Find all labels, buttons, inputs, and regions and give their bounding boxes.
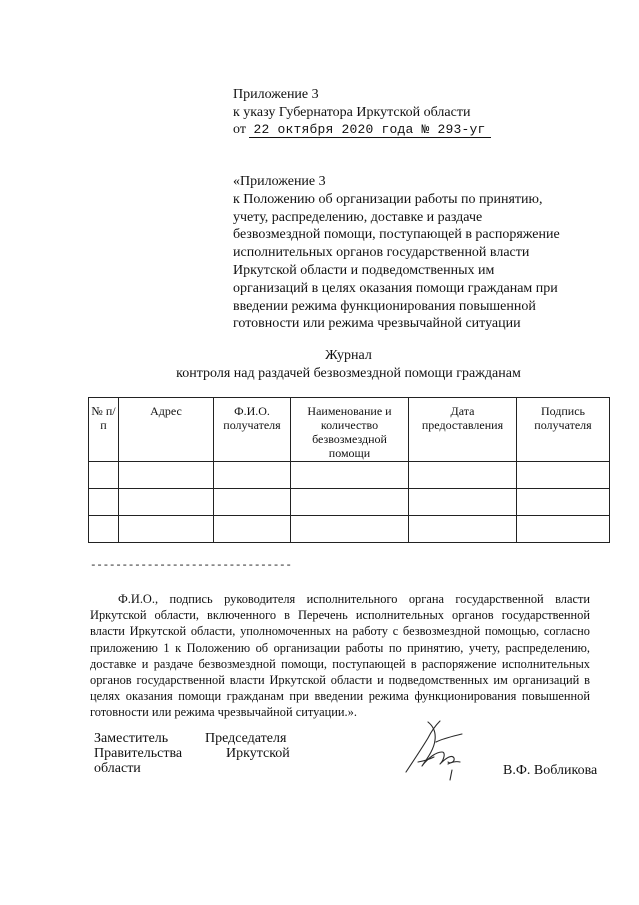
table-cell	[517, 462, 610, 489]
signatory-name: В.Ф. Вобликова	[503, 763, 598, 778]
table-row	[89, 489, 610, 516]
signatory-position-line: области	[94, 761, 141, 776]
handwritten-signature	[400, 712, 482, 784]
table-cell	[517, 516, 610, 543]
attachment-line: Иркутской области и подведомственных им	[233, 262, 495, 278]
attachment-line: введении режима функционирования повышенной	[233, 298, 536, 314]
signatory-position-col1	[94, 731, 182, 776]
table-cell	[291, 516, 409, 543]
journal-title: Журнал	[325, 348, 372, 363]
attachment-line: исполнительных органов государственной власти	[233, 245, 530, 261]
col-header-address: Адрес	[119, 398, 214, 462]
col-header-signature: Подпись получателя	[517, 398, 610, 462]
attachment-line: учету, распределению, доставке и раздаче	[233, 209, 483, 225]
table-cell	[89, 462, 119, 489]
table-cell	[89, 516, 119, 543]
col-header-recipient-name: Ф.И.О. получателя	[214, 398, 291, 462]
appendix-reference: к указу Губернатора Иркутской области	[233, 105, 471, 120]
table-row	[89, 462, 610, 489]
table-cell	[517, 489, 610, 516]
table-cell	[119, 489, 214, 516]
date-prefix: от	[233, 122, 246, 137]
table-cell	[291, 462, 409, 489]
table-cell	[89, 489, 119, 516]
attachment-heading-block	[233, 173, 560, 333]
table-cell	[214, 516, 291, 543]
col-header-number: № п/п	[89, 398, 119, 462]
signatory-position-line: Заместитель	[94, 731, 169, 746]
table-cell	[409, 516, 517, 543]
journal-table	[88, 397, 610, 543]
attachment-line: готовности или режима чрезвычайной ситуации	[233, 316, 521, 332]
table-cell	[119, 462, 214, 489]
attachment-line: безвозмездной помощи, поступающей в распоряжение	[233, 227, 560, 243]
journal-subtitle: контроля над раздачей безвозмездной помощи гражданам	[176, 366, 521, 381]
table-cell	[409, 489, 517, 516]
table-cell	[291, 489, 409, 516]
appendix-title: Приложение 3	[233, 87, 319, 102]
decree-date-value: 22 октября 2020 года № 293-уг	[249, 122, 491, 138]
signatory-position-col2	[205, 731, 290, 761]
col-header-aid-description: Наименование и количество безвозмездной помощи	[291, 398, 409, 462]
signatory-position-line: Иркутской	[226, 746, 290, 761]
table-cell	[214, 462, 291, 489]
col-header-date: Дата предоставления	[409, 398, 517, 462]
attachment-line: «Приложение 3	[233, 174, 326, 189]
table-cell	[214, 489, 291, 516]
attachment-line: организаций в целях оказания помощи гражданам при	[233, 280, 558, 296]
footnote-separator: --------------------------------	[90, 560, 292, 572]
footnote-text: Ф.И.О., подпись руководителя исполнительного органа государственной власти Иркутской области, включенного в Перечень исполнительных органов государственной власти Иркутской области, уполномоченных на работу с безвозмездной помощью, согласно приложению 1 к Положению об организации работы по принятию, учету, распределению, доставке и раздаче безвозмездной помощи, поступающей в распоряжение исполнительных органов государственной власти Иркутской области и подведомственных им организаций в целях оказания помощи гражданам при введении режима функционирования повышенной готовности или режима чрезвычайной ситуации.».	[90, 592, 590, 720]
table-header-row	[89, 398, 610, 462]
signatory-position-line: Председателя	[205, 731, 287, 746]
table-cell	[409, 462, 517, 489]
signatory-position-line: Правительства	[94, 746, 183, 761]
table-cell	[119, 516, 214, 543]
attachment-line: к Положению об организации работы по принятию,	[233, 191, 543, 207]
table-row	[89, 516, 610, 543]
decree-date-line	[233, 121, 491, 139]
